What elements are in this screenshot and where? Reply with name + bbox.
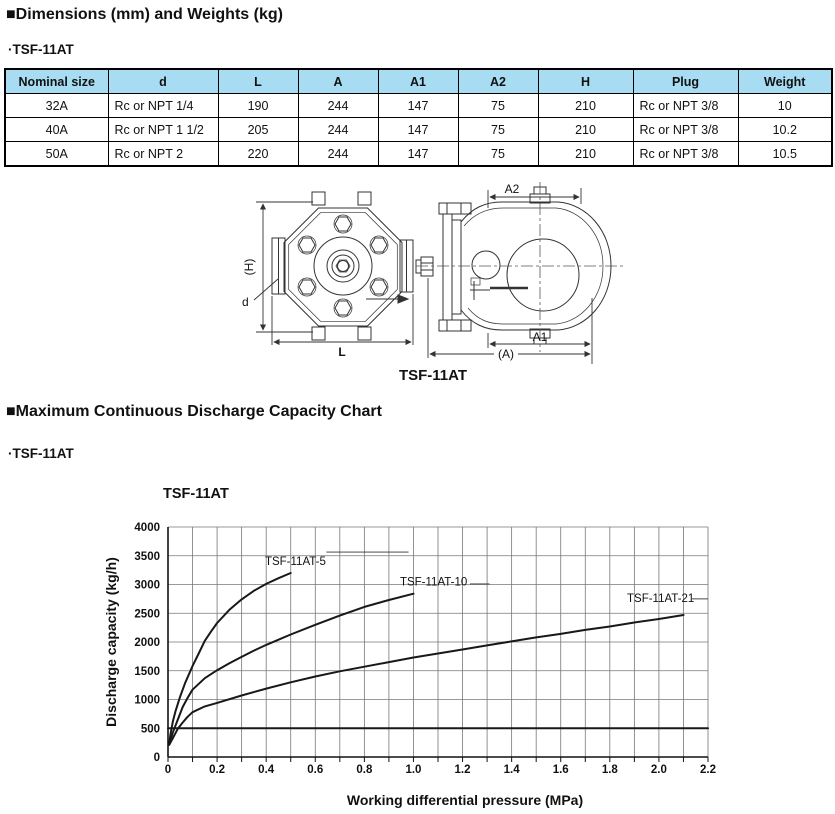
- table-cell: 75: [458, 94, 538, 118]
- section-chart-model: ·TSF-11AT: [8, 446, 74, 461]
- section-dimensions-model: ·TSF-11AT: [8, 42, 74, 57]
- x-tick-label: 1.6: [552, 764, 569, 776]
- side-view-dimensions: [428, 182, 592, 364]
- table-header-cell: H: [538, 69, 633, 94]
- curve-label-TSF-11AT-5: TSF-11AT-5: [264, 555, 326, 568]
- table-cell: 147: [378, 94, 458, 118]
- front-view-drawing: [242, 192, 413, 359]
- table-cell: Rc or NPT 3/8: [633, 94, 738, 118]
- table-body: [5, 94, 832, 167]
- dim-label-A1: A1: [532, 330, 548, 344]
- chart-title: TSF-11AT: [163, 486, 229, 502]
- curve-label-TSF-11AT-10: TSF-11AT-10: [399, 576, 468, 589]
- x-tick-label: 1.2: [454, 764, 471, 776]
- table-row: [5, 142, 832, 167]
- table-cell: 147: [378, 118, 458, 142]
- table-header-cell: A2: [458, 69, 538, 94]
- drawing-caption: TSF-11AT: [398, 367, 468, 384]
- y-tick-label: 1000: [134, 694, 160, 707]
- table-cell: 10: [738, 94, 832, 118]
- discharge-capacity-chart: [100, 515, 740, 810]
- x-axis-title: Working differential pressure (MPa): [346, 792, 584, 808]
- side-view-drawing: [416, 182, 626, 364]
- table-row: [5, 94, 832, 118]
- table-cell: 50A: [5, 142, 108, 167]
- chart-curve-TSF-11AT-10: [169, 594, 413, 744]
- y-tick-label: 1500: [134, 665, 160, 678]
- table-cell: 220: [218, 142, 298, 167]
- table-cell: 190: [218, 94, 298, 118]
- table-cell: 75: [458, 118, 538, 142]
- table-header-cell: d: [108, 69, 218, 94]
- dim-label-A2: A2: [504, 182, 520, 196]
- table-header-cell: A1: [378, 69, 458, 94]
- x-tick-label: 0.2: [209, 764, 226, 776]
- table-cell: Rc or NPT 3/8: [633, 118, 738, 142]
- dim-label-H: (H): [242, 258, 256, 276]
- technical-drawings: [228, 178, 628, 388]
- table-cell: Rc or NPT 1 1/2: [108, 118, 218, 142]
- chart-curve-TSF-11AT-21: [169, 615, 683, 745]
- table-cell: 244: [298, 94, 378, 118]
- y-tick-label: 4000: [134, 522, 160, 534]
- table-header-cell: Plug: [633, 69, 738, 94]
- table-cell: 40A: [5, 118, 108, 142]
- dim-label-L: L: [338, 345, 346, 359]
- flow-direction-arrow: [398, 295, 408, 303]
- y-tick-label: 3500: [134, 550, 160, 563]
- section-chart-title: ■Maximum Continuous Discharge Capacity Chart: [6, 403, 382, 420]
- y-tick-label: 2000: [134, 637, 160, 649]
- x-tick-label: 0.8: [356, 764, 373, 776]
- table-cell: Rc or NPT 1/4: [108, 94, 218, 118]
- table-header-cell: Weight: [738, 69, 832, 94]
- table-cell: 147: [378, 142, 458, 167]
- x-tick-label: 0.6: [307, 764, 324, 776]
- table-head: [5, 69, 832, 94]
- table-header-cell: L: [218, 69, 298, 94]
- x-tick-label: 2.0: [650, 764, 667, 776]
- table-cell: 205: [218, 118, 298, 142]
- y-tick-label: 0: [153, 752, 160, 764]
- y-tick-label: 500: [140, 723, 160, 736]
- table-cell: 10.5: [738, 142, 832, 167]
- x-tick-label: 1.0: [405, 764, 422, 776]
- x-tick-label: 0: [164, 764, 172, 776]
- table-cell: 32A: [5, 94, 108, 118]
- dimensions-table: [4, 68, 833, 167]
- table-cell: 244: [298, 142, 378, 167]
- x-tick-label: 1.8: [601, 764, 618, 776]
- table-cell: 210: [538, 142, 633, 167]
- table-header-cell: Nominal size: [5, 69, 108, 94]
- y-axis-title: Discharge capacity (kg/h): [103, 557, 119, 727]
- y-tick-label: 3000: [134, 579, 160, 592]
- table-cell: 75: [458, 142, 538, 167]
- y-tick-label: 2500: [134, 608, 160, 621]
- table-header-cell: A: [298, 69, 378, 94]
- x-tick-label: 1.4: [503, 764, 520, 776]
- dim-label-d: d: [242, 295, 249, 309]
- x-tick-label: 0.4: [258, 764, 275, 776]
- table-cell: Rc or NPT 2: [108, 142, 218, 167]
- table-cell: 210: [538, 118, 633, 142]
- section-dimensions-title: ■Dimensions (mm) and Weights (kg): [6, 6, 283, 23]
- table-cell: 244: [298, 118, 378, 142]
- table-cell: 210: [538, 94, 633, 118]
- curve-label-TSF-11AT-21: TSF-11AT-21: [627, 592, 695, 605]
- table-row: [5, 118, 832, 142]
- front-view-dimensions: [242, 202, 413, 359]
- table-cell: 10.2: [738, 118, 832, 142]
- x-tick-label: 2.2: [700, 764, 716, 776]
- dim-label-A: (A): [498, 347, 514, 361]
- table-header-row: [5, 69, 832, 94]
- table-cell: Rc or NPT 3/8: [633, 142, 738, 167]
